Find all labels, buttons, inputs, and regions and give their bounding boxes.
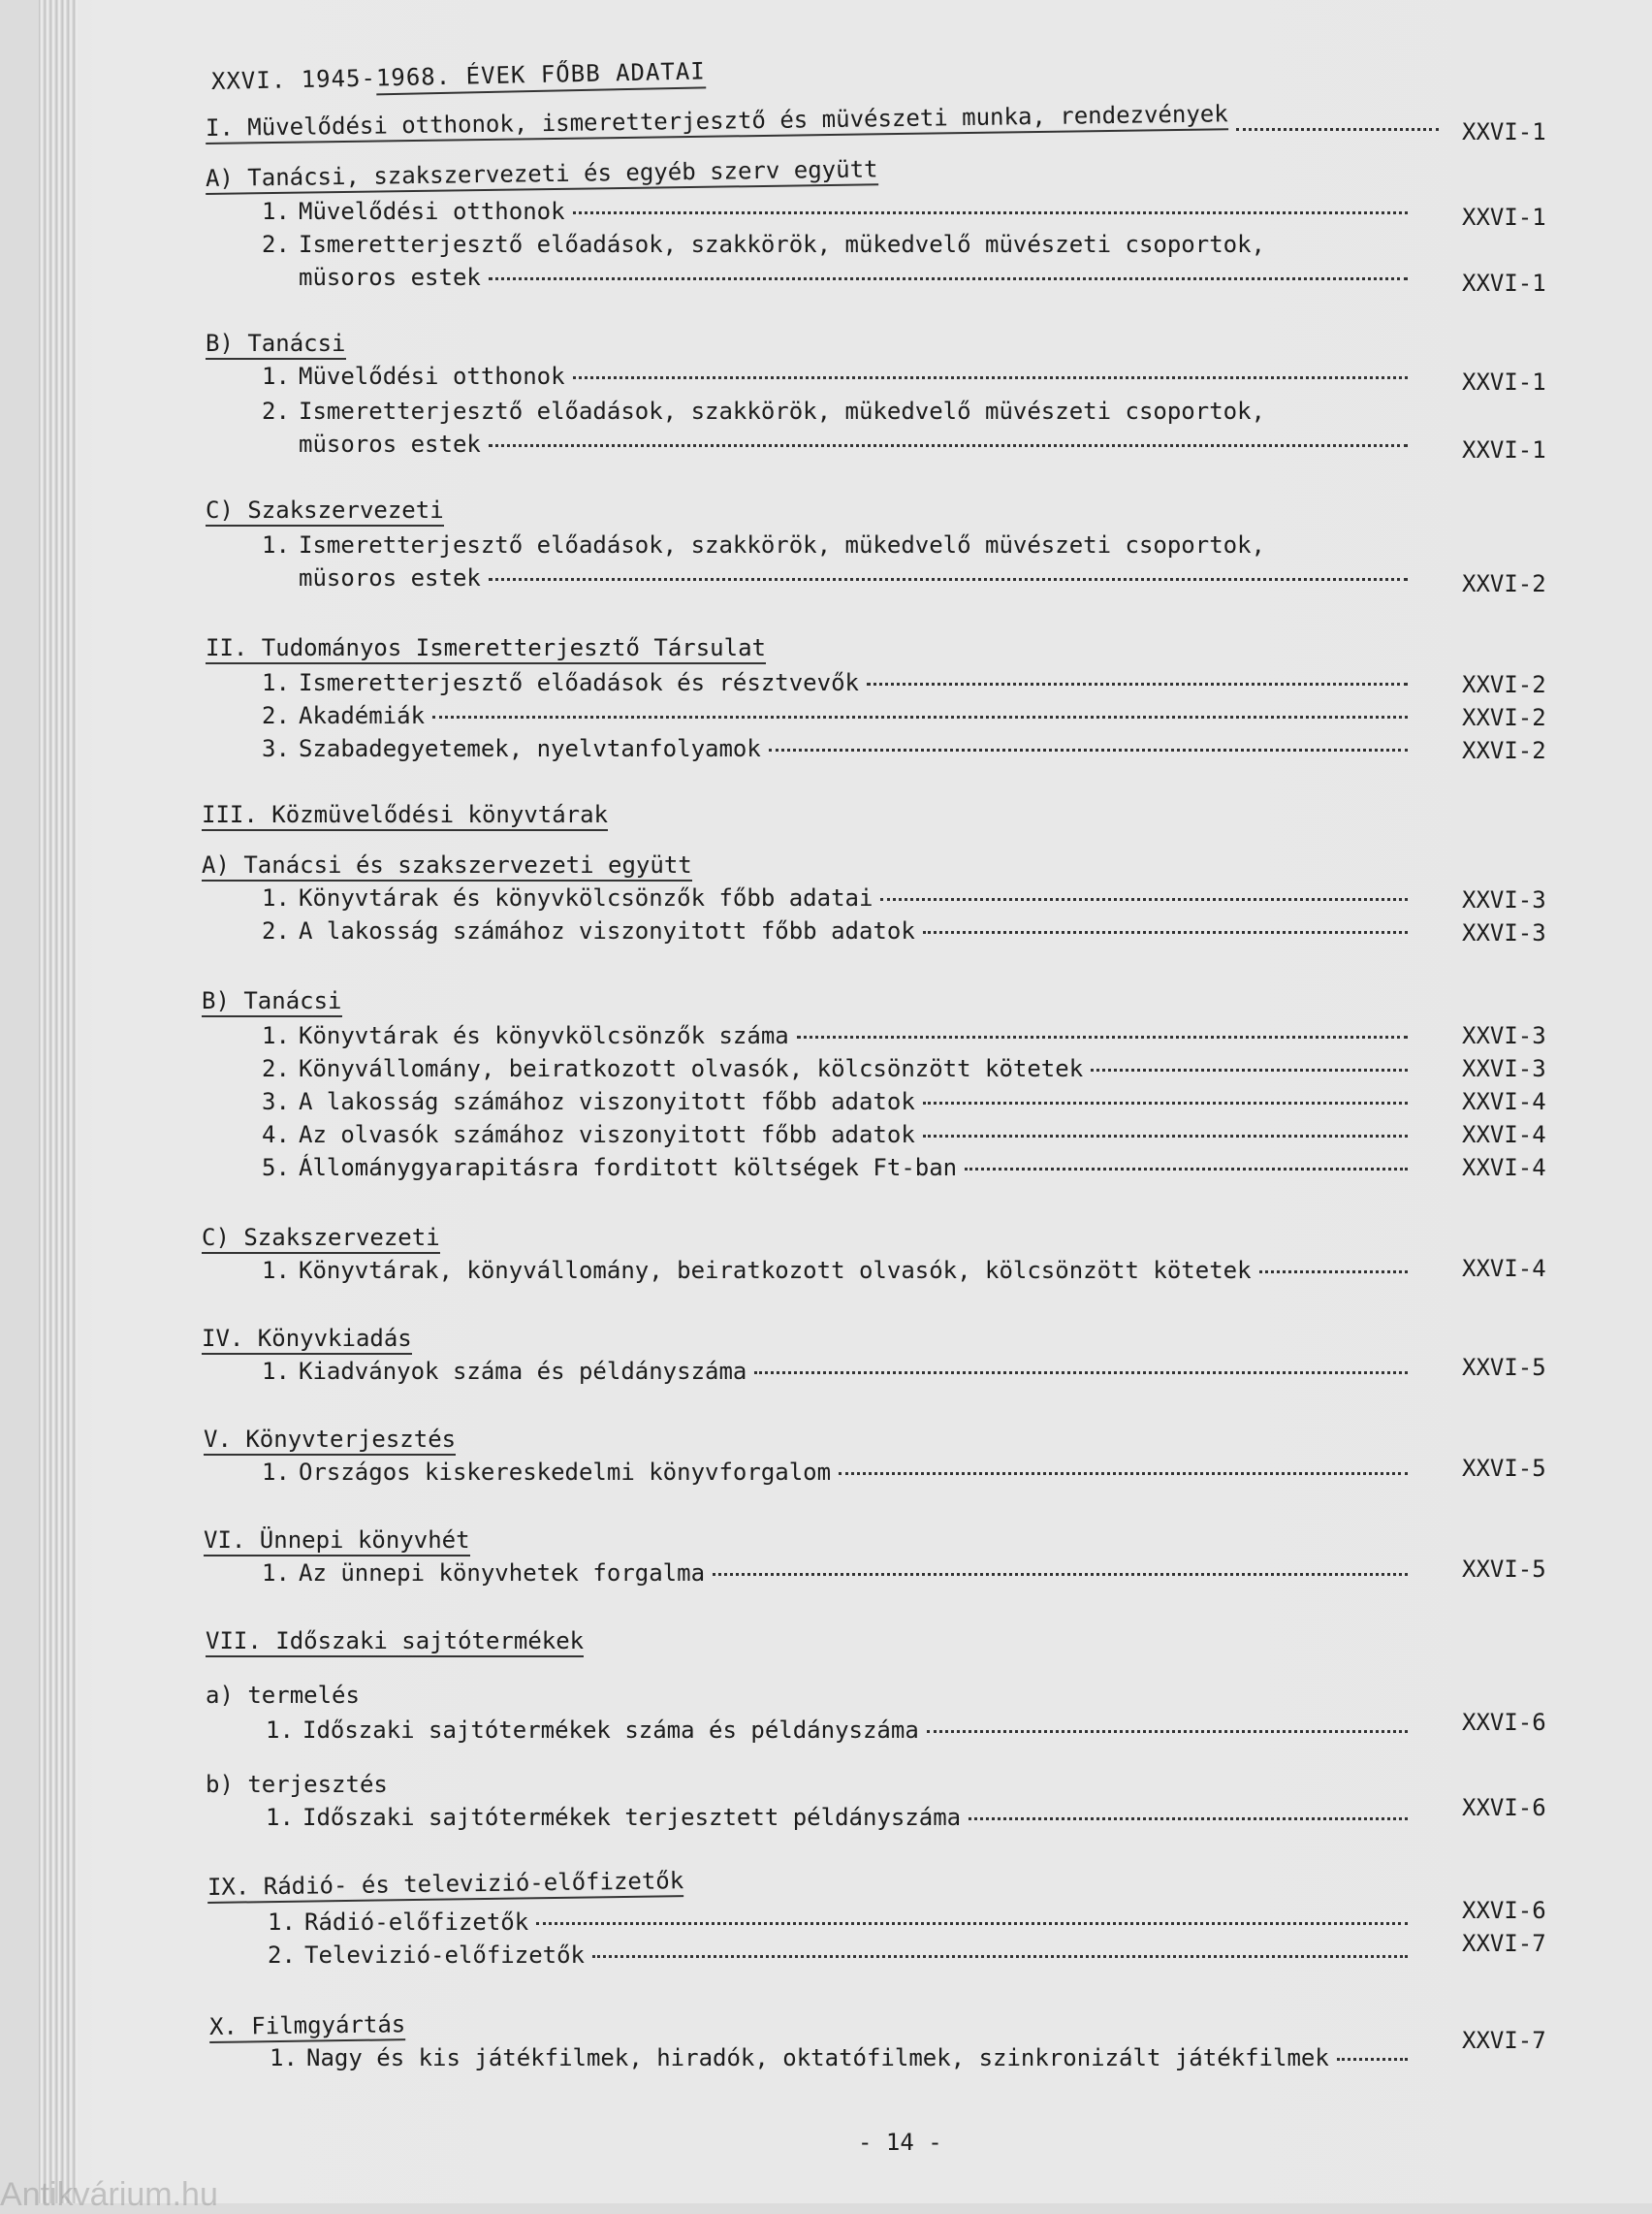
toc-subheading: B) Tanácsi	[202, 987, 342, 1017]
toc-subheading: a) termelés	[206, 1682, 360, 1709]
toc-entry: 5. Állománygyarapitásra forditott költségek Ft-ban	[262, 1154, 1415, 1181]
toc-code: XXVI-6	[1462, 1897, 1546, 1924]
toc-subheading: C) Szakszervezeti	[202, 1224, 440, 1254]
toc-entry-cont: müsoros estek	[299, 431, 1415, 458]
toc-code: XXVI-5	[1462, 1556, 1546, 1583]
toc-code: XXVI-3	[1462, 886, 1546, 914]
toc-code: XXVI-4	[1462, 1154, 1546, 1181]
toc-entry: 1. Kiadványok száma és példányszáma	[262, 1358, 1415, 1385]
toc-code: XXVI-1	[1462, 270, 1546, 297]
toc-entry: 1. Ismeretterjesztő előadások és résztvevők	[262, 669, 1415, 696]
toc-entry: 2. Televizió-előfizetők	[268, 1941, 1415, 1969]
page-number: - 14 -	[858, 2129, 942, 2156]
toc-subheading: C) Szakszervezeti	[206, 497, 444, 527]
toc-entry: 1. Nagy és kis játékfilmek, hiradók, oktatófilmek, szinkronizált játékfilmek	[270, 2044, 1415, 2071]
toc-code: XXVI-2	[1462, 737, 1546, 764]
toc-entry: 2. Ismeretterjesztő előadások, szakkörök, mükedvelő müvészeti csoportok,	[262, 398, 1265, 425]
toc-code: XXVI-3	[1462, 1055, 1546, 1082]
toc-code: XXVI-2	[1462, 570, 1546, 597]
toc-code: XXVI-1	[1462, 369, 1546, 396]
toc-code: XXVI-3	[1462, 919, 1546, 947]
toc-heading-s2: II. Tudományos Ismeretterjesztő Társulat	[206, 634, 766, 664]
toc-entry: 1. Könyvtárak és könyvkölcsönzők száma	[262, 1022, 1415, 1049]
toc-entry: 2. Akadémiák	[262, 702, 1415, 729]
toc-entry: 3. Szabadegyetemek, nyelvtanfolyamok	[262, 735, 1415, 762]
toc-entry-cont: müsoros estek	[299, 264, 1415, 291]
toc-entry-cont: müsoros estek	[299, 564, 1415, 592]
toc-code: XXVI-6	[1462, 1794, 1546, 1821]
toc-code: XXVI-7	[1462, 1930, 1546, 1957]
toc-heading-s10: X. Filmgyártás	[209, 2010, 406, 2043]
toc-heading-s3: III. Közmüvelődési könyvtárak	[202, 801, 608, 831]
toc-entry: 1. Rádió-előfizetők	[268, 1909, 1415, 1936]
toc-code: XXVI-2	[1462, 704, 1546, 731]
toc-code: XXVI-4	[1462, 1121, 1546, 1148]
toc-code: XXVI-1	[1462, 436, 1546, 464]
watermark-logo: Antikvárium.hu	[0, 2176, 218, 2213]
toc-entry: 3. A lakosság számához viszonyitott főbb adatok	[262, 1088, 1415, 1115]
toc-code: XXVI-3	[1462, 1022, 1546, 1049]
toc-entry: 1. Országos kiskereskedelmi könyvforgalom	[262, 1459, 1415, 1486]
toc-entry: 2. Ismeretterjesztő előadások, szakkörök, mükedvelő müvészeti csoportok,	[262, 231, 1265, 258]
toc-heading-s9: IX. Rádió- és televizió-előfizetők	[207, 1867, 684, 1904]
toc-code: XXVI-5	[1462, 1354, 1546, 1381]
toc-entry: 4. Az olvasók számához viszonyitott főbb adatok	[262, 1121, 1415, 1148]
page-edge	[39, 0, 78, 2203]
toc-heading-s6: VI. Ünnepi könyvhét	[204, 1526, 470, 1556]
document-title: XXVI. 1945-1968. ÉVEK FŐBB ADATAI	[210, 57, 707, 95]
toc-code: XXVI-6	[1462, 1709, 1546, 1736]
toc-heading-s1: I. Müvelődési otthonok, ismeretterjesztő és müvészeti munka, rendezvények	[206, 114, 1446, 144]
toc-entry: 1. Könyvtárak és könyvkölcsönzők főbb adatai	[262, 884, 1415, 912]
toc-code: XXVI-1	[1462, 118, 1546, 145]
toc-code: XXVI-4	[1462, 1088, 1546, 1115]
toc-code: XXVI-4	[1462, 1255, 1546, 1282]
toc-entry: 1. Az ünnepi könyvhetek forgalma	[262, 1559, 1415, 1587]
toc-code: XXVI-2	[1462, 671, 1546, 698]
toc-heading-s7: VII. Időszaki sajtótermékek	[206, 1627, 584, 1657]
toc-subheading: A) Tanácsi, szakszervezeti és egyéb szerv együtt	[206, 155, 878, 195]
toc-code: XXVI-5	[1462, 1455, 1546, 1482]
toc-entry: 1. Müvelődési otthonok	[262, 198, 1415, 225]
toc-code: XXVI-7	[1462, 2027, 1546, 2054]
toc-entry: 2. Könyvállomány, beiratkozott olvasók, kölcsönzött kötetek	[262, 1055, 1415, 1082]
toc-entry: 2. A lakosság számához viszonyitott főbb adatok	[262, 917, 1415, 945]
toc-subheading: B) Tanácsi	[206, 330, 346, 360]
toc-heading-s4: IV. Könyvkiadás	[202, 1325, 412, 1355]
toc-entry: 1. Ismeretterjesztő előadások, szakkörök, mükedvelő müvészeti csoportok,	[262, 531, 1265, 559]
toc-subheading: b) terjesztés	[206, 1771, 388, 1798]
toc-subheading: A) Tanácsi és szakszervezeti együtt	[202, 851, 692, 882]
toc-entry: 1. Időszaki sajtótermékek terjesztett példányszáma	[266, 1804, 1415, 1831]
toc-entry: 1. Müvelődési otthonok	[262, 363, 1415, 390]
toc-entry: 1. Időszaki sajtótermékek száma és példányszáma	[266, 1717, 1415, 1744]
toc-entry: 1. Könyvtárak, könyvállomány, beiratkozott olvasók, kölcsönzött kötetek	[262, 1257, 1415, 1284]
toc-heading-s5: V. Könyvterjesztés	[204, 1426, 456, 1456]
toc-code: XXVI-1	[1462, 204, 1546, 231]
